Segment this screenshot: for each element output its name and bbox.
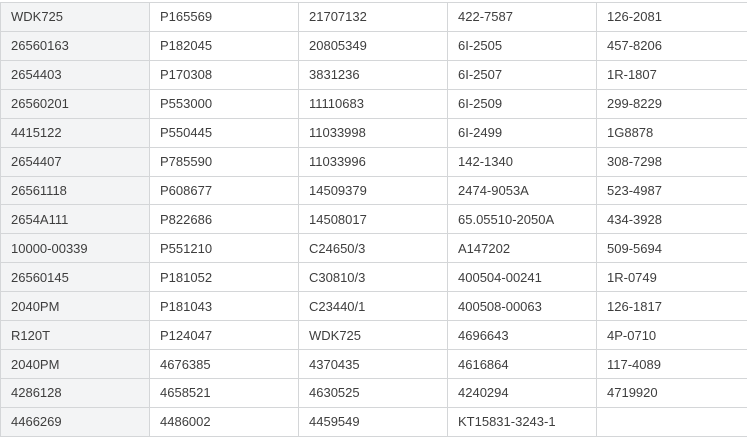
table-cell: 299-8229 [597,89,747,118]
table-cell: A147202 [448,234,597,263]
table-cell: 523-4987 [597,176,747,205]
table-cell: 20805349 [299,31,448,60]
table-cell: 6I-2505 [448,31,597,60]
table-cell: 4630525 [299,378,448,407]
table-row [1,176,747,205]
row-key-cell: 4286128 [1,378,150,407]
table-cell: 11033996 [299,147,448,176]
table-cell: 4658521 [150,378,299,407]
table-cell: P551210 [150,234,299,263]
table-cell: 308-7298 [597,147,747,176]
row-key-cell: 26561118 [1,176,150,205]
table-cell: 4616864 [448,350,597,379]
row-key-cell: 2040PM [1,350,150,379]
table-cell: C24650/3 [299,234,448,263]
table-cell: 4696643 [448,321,597,350]
table-cell: 6I-2499 [448,118,597,147]
table-cell: P553000 [150,89,299,118]
table-cell: 11033998 [299,118,448,147]
table-cell: 4P-0710 [597,321,747,350]
table-cell: 117-4089 [597,350,747,379]
table-body [1,3,747,437]
table-cell: P181052 [150,263,299,292]
table-cell: KT15831-3243-1 [448,407,597,436]
table-row [1,350,747,379]
table-row [1,263,747,292]
row-key-cell: 26560145 [1,263,150,292]
table-cell: 6I-2509 [448,89,597,118]
table-row [1,407,747,436]
row-key-cell: R120T [1,321,150,350]
row-key-cell: 26560163 [1,31,150,60]
row-key-cell: 2654A111 [1,205,150,234]
table-cell: P822686 [150,205,299,234]
table-cell: 4719920 [597,378,747,407]
table-row [1,205,747,234]
table-row [1,292,747,321]
table-cell: P182045 [150,31,299,60]
table-cell: 65.05510-2050A [448,205,597,234]
table-row [1,89,747,118]
table-cell: 3831236 [299,60,448,89]
table-row [1,321,747,350]
row-key-cell: 2654403 [1,60,150,89]
table-cell: 126-1817 [597,292,747,321]
row-key-cell: WDK725 [1,3,150,32]
table-row [1,147,747,176]
row-key-cell: 2040PM [1,292,150,321]
table-cell: P785590 [150,147,299,176]
table-cell: 21707132 [299,3,448,32]
table-cell: 14508017 [299,205,448,234]
table-cell: 4459549 [299,407,448,436]
table-row [1,31,747,60]
table-row [1,234,747,263]
table-cell: WDK725 [299,321,448,350]
row-key-cell: 4466269 [1,407,150,436]
table-cell: 14509379 [299,176,448,205]
table-cell: 11110683 [299,89,448,118]
table-cell: 4240294 [448,378,597,407]
table-row [1,3,747,32]
row-key-cell: 4415122 [1,118,150,147]
table-row [1,378,747,407]
table-row [1,60,747,89]
table-cell: 4486002 [150,407,299,436]
table-cell: 2474-9053A [448,176,597,205]
parts-cross-reference-table [0,2,747,437]
table-row [1,118,747,147]
table-cell: 142-1340 [448,147,597,176]
table-cell: 400508-00063 [448,292,597,321]
table-cell: 6I-2507 [448,60,597,89]
row-key-cell: 2654407 [1,147,150,176]
table-cell: 422-7587 [448,3,597,32]
table-cell: 4676385 [150,350,299,379]
table-cell: 4370435 [299,350,448,379]
table-cell: 509-5694 [597,234,747,263]
table-cell: 457-8206 [597,31,747,60]
table-cell: P170308 [150,60,299,89]
table-cell: 1R-1807 [597,60,747,89]
table-cell [597,407,747,436]
table-cell: 126-2081 [597,3,747,32]
table-cell: P181043 [150,292,299,321]
row-key-cell: 26560201 [1,89,150,118]
table-cell: C30810/3 [299,263,448,292]
table-cell: 434-3928 [597,205,747,234]
table-cell: 1G8878 [597,118,747,147]
table-cell: P165569 [150,3,299,32]
table-cell: P608677 [150,176,299,205]
table-cell: P124047 [150,321,299,350]
table-cell: C23440/1 [299,292,448,321]
table-cell: P550445 [150,118,299,147]
table-cell: 400504-00241 [448,263,597,292]
table-cell: 1R-0749 [597,263,747,292]
row-key-cell: 10000-00339 [1,234,150,263]
